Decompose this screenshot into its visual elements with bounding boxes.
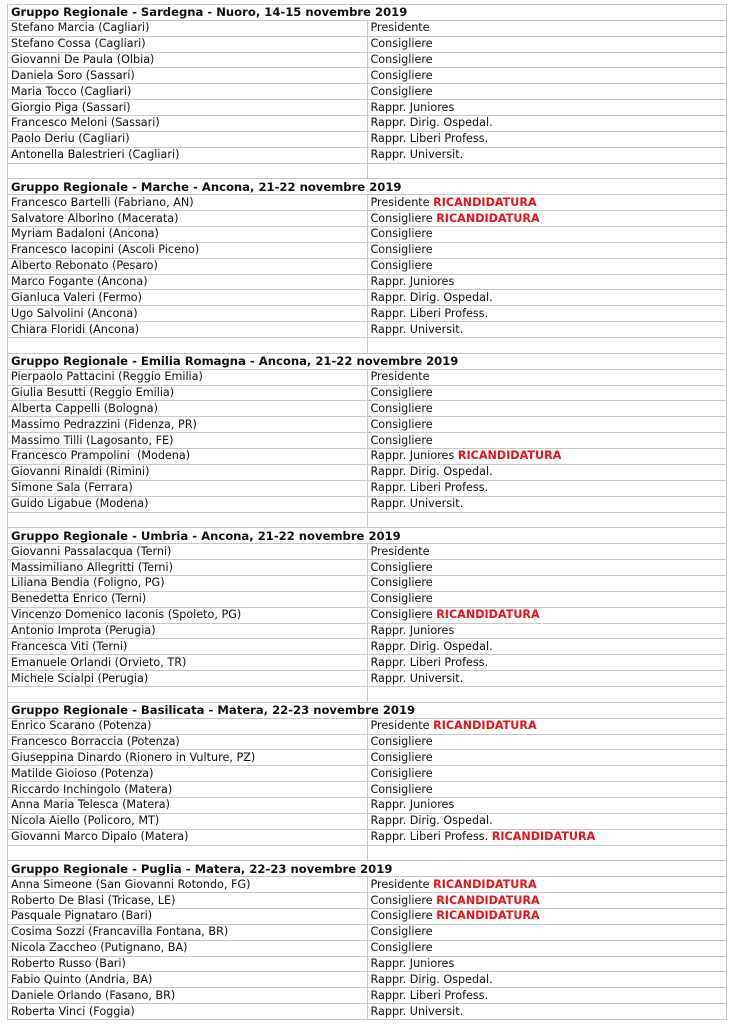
table-row [8, 306, 727, 322]
recandidacy-badge: RICANDIDATURA [436, 608, 540, 622]
group-header-row [8, 861, 727, 877]
table-row [8, 211, 727, 227]
member-name-cell: Giulia Besutti (Reggio Emilia) [8, 385, 368, 401]
member-role: Rappr. Liberi Profess. [370, 132, 489, 146]
table-row [8, 242, 727, 258]
member-role-cell [367, 766, 727, 782]
member-role: Consigliere [370, 941, 433, 955]
table-row [8, 639, 727, 655]
recandidacy-badge: RICANDIDATURA [433, 195, 537, 209]
member-role-cell [367, 84, 727, 100]
member-role: Consigliere [370, 560, 433, 574]
table-row [8, 607, 727, 623]
table-row [8, 797, 727, 813]
member-role-cell [367, 782, 727, 798]
member-name-cell: Riccardo Inchingolo (Matera) [8, 782, 368, 798]
recandidacy-badge: RICANDIDATURA [457, 449, 562, 463]
recandidacy-badge: RICANDIDATURA [436, 893, 540, 907]
member-role-cell [367, 449, 727, 465]
table-row [8, 227, 727, 243]
member-name-cell: Myriam Badaloni (Ancona) [8, 227, 368, 243]
member-role: Consigliere [370, 68, 433, 82]
member-role: Rappr. Juniores [370, 956, 455, 970]
table-row [8, 575, 727, 591]
member-name-cell: Simone Sala (Ferrara) [8, 480, 368, 496]
member-name-cell: Cosima Sozzi (Francavilla Fontana, BR) [8, 924, 368, 940]
table-row [8, 623, 727, 639]
member-name-cell: Alberta Cappelli (Bologna) [8, 401, 368, 417]
table-row [8, 433, 727, 449]
member-role-cell [367, 591, 727, 607]
member-name-cell: Michele Scialpi (Perugia) [8, 671, 368, 687]
member-name-cell: Anna Simeone (San Giovanni Rotondo, FG) [8, 877, 368, 893]
member-name-cell: Benedetta Enrico (Terni) [8, 591, 368, 607]
member-name-cell: Francesco Bartelli (Fabriano, AN) [8, 195, 368, 211]
member-role-cell [367, 544, 727, 560]
table-row [8, 100, 727, 116]
empty-cell [367, 845, 727, 861]
member-name-cell: Chiara Floridi (Ancona) [8, 322, 368, 338]
member-role-cell [367, 242, 727, 258]
spacer-row [8, 338, 727, 354]
member-role-cell [367, 607, 727, 623]
member-role-cell [367, 496, 727, 512]
member-role-cell [367, 829, 727, 845]
member-role: Presidente [370, 719, 430, 733]
table-row [8, 84, 727, 100]
member-role: Consigliere [370, 592, 433, 606]
member-role-cell [367, 322, 727, 338]
member-role: Rappr. Universit. [370, 497, 464, 511]
member-role: Rappr. Dirig. Ospedal. [370, 116, 493, 130]
member-name-cell: Pierpaolo Pattacini (Reggio Emilia) [8, 369, 368, 385]
recandidacy-badge: RICANDIDATURA [436, 909, 540, 923]
member-name-cell: Nicola Aiello (Policoro, MT) [8, 813, 368, 829]
member-role-cell [367, 655, 727, 671]
table-row [8, 20, 727, 36]
table-row [8, 131, 727, 147]
member-role-cell [367, 433, 727, 449]
member-role: Rappr. Juniores [370, 623, 455, 637]
member-name-cell: Massimo Tilli (Lagosanto, FE) [8, 433, 368, 449]
member-role: Consigliere [370, 227, 433, 241]
member-name-cell: Roberto De Blasi (Tricase, LE) [8, 893, 368, 909]
member-name-cell: Enrico Scarano (Potenza) [8, 718, 368, 734]
member-name-cell: Antonio Improta (Perugia) [8, 623, 368, 639]
member-name-cell: Pasquale Pignataro (Bari) [8, 908, 368, 924]
member-role: Consigliere [370, 766, 433, 780]
table-row [8, 258, 727, 274]
member-name-cell: Giovanni Rinaldi (Rimini) [8, 464, 368, 480]
member-name-cell: Matilde Gioioso (Potenza) [8, 766, 368, 782]
table-row [8, 417, 727, 433]
table-row [8, 290, 727, 306]
member-name-cell: Alberto Rebonato (Pesaro) [8, 258, 368, 274]
member-role: Presidente [370, 877, 430, 891]
member-role-cell [367, 1004, 727, 1020]
table-row [8, 655, 727, 671]
member-role: Consigliere [370, 433, 433, 447]
member-name-cell: Giovanni De Paula (Olbia) [8, 52, 368, 68]
member-role-cell [367, 68, 727, 84]
table-row [8, 893, 727, 909]
table-row [8, 52, 727, 68]
member-name-cell: Giuseppina Dinardo (Rionero in Vulture, PZ) [8, 750, 368, 766]
member-role-cell [367, 417, 727, 433]
member-role-cell [367, 290, 727, 306]
table-row [8, 544, 727, 560]
member-name-cell: Giorgio Piga (Sassari) [8, 100, 368, 116]
table-row [8, 480, 727, 496]
member-name-cell: Guido Ligabue (Modena) [8, 496, 368, 512]
member-role-cell [367, 258, 727, 274]
group-header-row [8, 528, 727, 544]
table-row [8, 813, 727, 829]
table-row [8, 782, 727, 798]
member-role-cell [367, 671, 727, 687]
member-role: Rappr. Universit. [370, 148, 464, 162]
member-role-cell [367, 131, 727, 147]
recandidacy-badge: RICANDIDATURA [436, 211, 540, 225]
empty-cell [367, 338, 727, 354]
member-role: Rappr. Juniores [370, 100, 455, 114]
empty-cell [8, 845, 368, 861]
group-header-row [8, 179, 727, 195]
member-name-cell: Massimo Pedrazzini (Fidenza, PR) [8, 417, 368, 433]
member-role-cell [367, 972, 727, 988]
member-role-cell [367, 274, 727, 290]
table-row [8, 496, 727, 512]
table-row [8, 940, 727, 956]
table-row [8, 1004, 727, 1020]
member-role-cell [367, 639, 727, 655]
member-role: Presidente [370, 544, 430, 558]
table-row [8, 385, 727, 401]
member-role: Rappr. Dirig. Ospedal. [370, 465, 493, 479]
group-header-row [8, 702, 727, 718]
group-header-row [8, 5, 727, 21]
table-row [8, 449, 727, 465]
group-title: Gruppo Regionale - Umbria - Ancona, 21-22 novembre 2019 [8, 528, 727, 544]
member-name-cell: Emanuele Orlandi (Orvieto, TR) [8, 655, 368, 671]
member-role: Rappr. Liberi Profess. [370, 830, 489, 844]
table-row [8, 734, 727, 750]
spacer-row [8, 686, 727, 702]
member-role-cell [367, 52, 727, 68]
spacer-row [8, 845, 727, 861]
table-row [8, 591, 727, 607]
member-role: Consigliere [370, 84, 433, 98]
member-role-cell [367, 908, 727, 924]
table-row [8, 924, 727, 940]
member-role-cell [367, 480, 727, 496]
member-role: Rappr. Dirig. Ospedal. [370, 972, 493, 986]
table-row [8, 972, 727, 988]
member-name-cell: Roberta Vinci (Foggia) [8, 1004, 368, 1020]
member-role: Consigliere [370, 243, 433, 257]
member-name-cell: Francesco Borraccia (Potenza) [8, 734, 368, 750]
empty-cell [367, 163, 727, 179]
member-role-cell [367, 575, 727, 591]
table-row [8, 671, 727, 687]
table-row [8, 36, 727, 52]
member-name-cell: Giovanni Passalacqua (Terni) [8, 544, 368, 560]
member-role-cell [367, 623, 727, 639]
table-row [8, 116, 727, 132]
group-title: Gruppo Regionale - Sardegna - Nuoro, 14-15 novembre 2019 [8, 5, 727, 21]
table-row [8, 147, 727, 163]
spacer-row [8, 163, 727, 179]
group-header-row [8, 353, 727, 369]
member-name-cell: Fabio Quinto (Andria, BA) [8, 972, 368, 988]
member-name-cell: Marco Fogante (Ancona) [8, 274, 368, 290]
empty-cell [367, 686, 727, 702]
table-row [8, 464, 727, 480]
member-role: Consigliere [370, 53, 433, 66]
member-name-cell: Francesca Viti (Terni) [8, 639, 368, 655]
member-role-cell [367, 734, 727, 750]
recandidacy-badge: RICANDIDATURA [433, 877, 537, 891]
member-name-cell: Ugo Salvolini (Ancona) [8, 306, 368, 322]
member-role: Rappr. Juniores [370, 449, 455, 463]
member-role: Rappr. Juniores [370, 798, 455, 812]
table-row [8, 560, 727, 576]
member-role-cell [367, 924, 727, 940]
member-name-cell: Francesco Prampolini (Modena) [8, 449, 368, 465]
member-role: Rappr. Liberi Profess. [370, 481, 489, 495]
member-role: Consigliere [370, 259, 433, 273]
member-role-cell [367, 464, 727, 480]
member-role-cell [367, 195, 727, 211]
group-title: Gruppo Regionale - Puglia - Matera, 22-23 novembre 2019 [8, 861, 727, 877]
member-role: Rappr. Universit. [370, 1004, 464, 1018]
member-name-cell: Nicola Zaccheo (Putignano, BA) [8, 940, 368, 956]
member-name-cell: Francesco Meloni (Sassari) [8, 116, 368, 132]
empty-cell [8, 512, 368, 528]
member-role-cell [367, 369, 727, 385]
document-page [7, 4, 727, 1020]
table-row [8, 829, 727, 845]
member-role-cell [367, 893, 727, 909]
table-row [8, 369, 727, 385]
member-role-cell [367, 385, 727, 401]
member-role: Consigliere [370, 576, 433, 590]
member-role: Consigliere [370, 37, 433, 51]
member-role: Rappr. Liberi Profess. [370, 306, 489, 320]
member-role: Consigliere [370, 909, 433, 923]
member-name-cell: Vincenzo Domenico Iaconis (Spoleto, PG) [8, 607, 368, 623]
member-name-cell: Roberto Russo (Bari) [8, 956, 368, 972]
empty-cell [8, 163, 368, 179]
member-role: Presidente [370, 370, 430, 384]
table-row [8, 750, 727, 766]
table-body [8, 5, 727, 1020]
empty-cell [367, 512, 727, 528]
member-role-cell [367, 227, 727, 243]
group-title: Gruppo Regionale - Emilia Romagna - Ancona, 21-22 novembre 2019 [8, 353, 727, 369]
table-row [8, 401, 727, 417]
member-role-cell [367, 306, 727, 322]
member-role: Rappr. Liberi Profess. [370, 655, 489, 669]
member-role-cell [367, 718, 727, 734]
member-name-cell: Daniela Soro (Sassari) [8, 68, 368, 84]
member-role: Consigliere [370, 608, 433, 622]
member-role: Consigliere [370, 417, 433, 431]
member-name-cell: Antonella Balestrieri (Cagliari) [8, 147, 368, 163]
member-role: Consigliere [370, 925, 433, 939]
table-row [8, 956, 727, 972]
member-role: Presidente [370, 195, 430, 209]
table-row [8, 877, 727, 893]
member-role-cell [367, 401, 727, 417]
member-role: Rappr. Juniores [370, 275, 455, 289]
member-role: Consigliere [370, 782, 433, 796]
spacer-row [8, 512, 727, 528]
empty-cell [8, 686, 368, 702]
member-role-cell [367, 988, 727, 1004]
recandidacy-badge: RICANDIDATURA [491, 830, 596, 844]
member-role-cell [367, 750, 727, 766]
member-name-cell: Stefano Marcia (Cagliari) [8, 20, 368, 36]
member-name-cell: Maria Tocco (Cagliari) [8, 84, 368, 100]
member-name-cell: Stefano Cossa (Cagliari) [8, 36, 368, 52]
table-row [8, 718, 727, 734]
member-name-cell: Liliana Bendia (Foligno, PG) [8, 575, 368, 591]
member-role: Consigliere [370, 401, 433, 415]
member-role: Consigliere [370, 211, 433, 225]
member-name-cell: Francesco Iacopini (Ascoli Piceno) [8, 242, 368, 258]
member-role-cell [367, 560, 727, 576]
member-role: Consigliere [370, 386, 433, 400]
member-role-cell [367, 100, 727, 116]
member-role: Rappr. Dirig. Ospedal. [370, 290, 493, 304]
member-role: Rappr. Liberi Profess. [370, 988, 489, 1002]
table-row [8, 274, 727, 290]
member-role: Rappr. Dirig. Ospedal. [370, 814, 493, 828]
member-name-cell: Salvatore Alborino (Macerata) [8, 211, 368, 227]
member-name-cell: Paolo Deriu (Cagliari) [8, 131, 368, 147]
member-name-cell: Daniele Orlando (Fasano, BR) [8, 988, 368, 1004]
member-role-cell [367, 147, 727, 163]
group-title: Gruppo Regionale - Basilicata - Matera, 22-23 novembre 2019 [8, 702, 727, 718]
member-role-cell [367, 116, 727, 132]
member-role-cell [367, 956, 727, 972]
member-role: Consigliere [370, 734, 433, 748]
member-role-cell [367, 211, 727, 227]
empty-cell [8, 338, 368, 354]
table-row [8, 908, 727, 924]
member-role: Rappr. Dirig. Ospedal. [370, 639, 493, 653]
member-role-cell [367, 797, 727, 813]
member-role: Consigliere [370, 750, 433, 764]
member-name-cell: Gianluca Valeri (Fermo) [8, 290, 368, 306]
member-role-cell [367, 940, 727, 956]
table-row [8, 68, 727, 84]
member-role-cell [367, 877, 727, 893]
member-name-cell: Anna Maria Telesca (Matera) [8, 797, 368, 813]
table-row [8, 322, 727, 338]
table-row [8, 766, 727, 782]
group-title: Gruppo Regionale - Marche - Ancona, 21-22 novembre 2019 [8, 179, 727, 195]
member-role: Consigliere [370, 893, 433, 907]
member-role: Rappr. Universit. [370, 322, 464, 336]
member-role: Rappr. Universit. [370, 671, 464, 685]
table-row [8, 988, 727, 1004]
recandidacy-badge: RICANDIDATURA [433, 719, 537, 733]
member-role-cell [367, 20, 727, 36]
member-role: Presidente [370, 21, 430, 35]
member-name-cell: Massimiliano Allegritti (Terni) [8, 560, 368, 576]
regional-groups-table [7, 4, 727, 1020]
member-name-cell: Giovanni Marco Dipalo (Matera) [8, 829, 368, 845]
member-role-cell [367, 813, 727, 829]
member-role-cell [367, 36, 727, 52]
table-row [8, 195, 727, 211]
